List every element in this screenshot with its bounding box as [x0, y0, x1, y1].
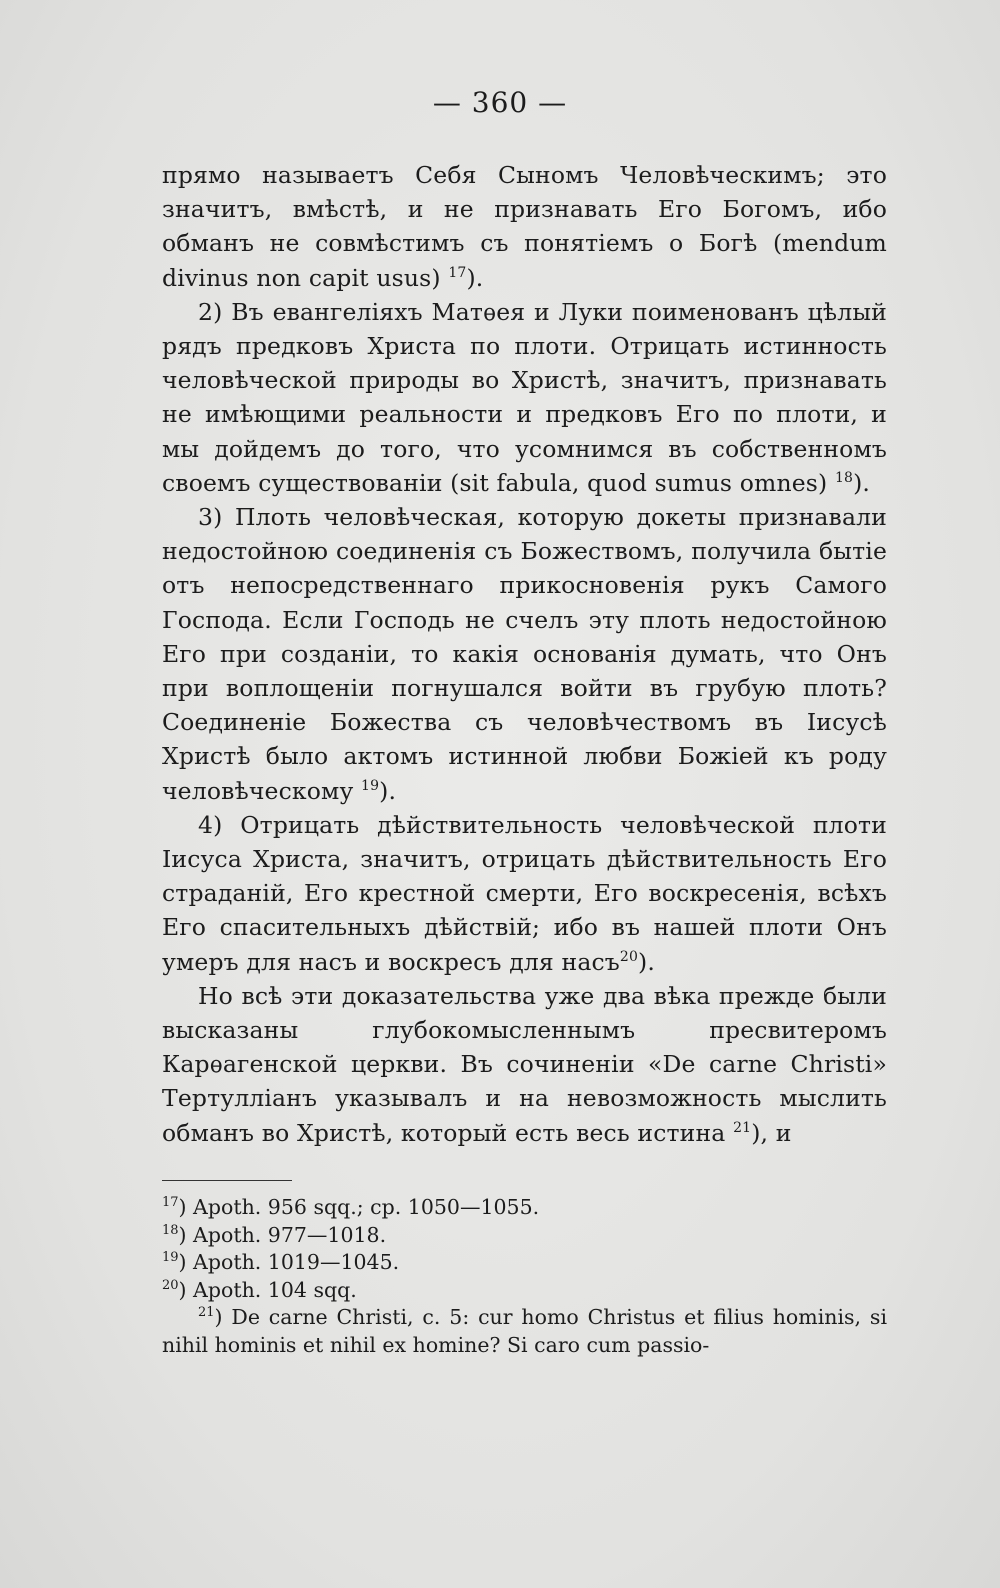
- paragraph: [162, 158, 887, 295]
- footnote-number: 19: [162, 1250, 179, 1266]
- footnote: [162, 1194, 887, 1222]
- paragraph: [162, 500, 887, 808]
- paragraph: [162, 808, 887, 979]
- footnote-text: ) Apoth. 104 sqq.: [178, 1277, 357, 1302]
- paragraph-tail: ).: [466, 263, 484, 292]
- footnote-number: 20: [162, 1277, 179, 1293]
- main-text: [162, 158, 887, 1150]
- footnote: [162, 1277, 887, 1305]
- footnote-number: 21: [198, 1305, 215, 1321]
- paragraph-text: Но всѣ эти доказательства уже два вѣка прежде были высказаны глубокомысленнымъ пресвитеромъ Карѳагенской церкви. Въ сочиненіи «De carne Christi» Тертулліанъ указывалъ и на невозможность мыслить обманъ во Христѣ, который есть весь истина: [162, 981, 887, 1147]
- paragraph-tail: ), и: [751, 1118, 792, 1147]
- footnote-number: 17: [162, 1195, 179, 1211]
- paragraph-text: 3) Плоть человѣческая, которую докеты признавали недостойною соединенія съ Божествомъ, получила бытіе отъ непосредственнаго прикосновенія рукъ Самого Господа. Если Господь не счелъ эту плоть недостойною Его при созданіи, то какія основанія думать, что Онъ при воплощеніи погнушался войти въ грубую плоть? Соединеніе Божества съ человѣчествомъ въ Іисусѣ Христѣ было актомъ истинной любви Божіей къ роду человѣческому: [162, 503, 887, 805]
- page-number: — 360 —: [432, 86, 568, 119]
- footnote-text: ) Apoth. 977—1018.: [178, 1222, 387, 1247]
- footnote-number: 18: [162, 1222, 179, 1238]
- footnote-ref: 17: [448, 264, 467, 281]
- footnote: [162, 1222, 887, 1250]
- paragraph-text: прямо называетъ Себя Сыномъ Человѣческимъ; это значитъ, вмѣстѣ, и не признавать Его Богомъ, ибо обманъ не совмѣстимъ съ понятіемъ о Богѣ (mendum divinus non capit usus): [162, 161, 887, 292]
- footnote-divider: [162, 1180, 292, 1181]
- paragraph-text: 2) Въ евангеліяхъ Матѳея и Луки поименованъ цѣлый рядъ предковъ Христа по плоти. Отрицать истинность человѣческой природы во Христѣ, значитъ, признавать не имѣющими реальности и предковъ Его по плоти, и мы дойдемъ до того, что усомнимся въ собственномъ своемъ существованіи (sit fabula, quod sumus omnes): [162, 297, 887, 497]
- footnote: [162, 1304, 887, 1359]
- footnote-ref: 19: [361, 777, 380, 794]
- paragraph-tail: ).: [853, 468, 871, 497]
- footnote-text: ) De carne Christi, c. 5: cur homo Christus et filius hominis, si nihil hominis et nihil ex homine? Si caro cum passio-: [162, 1305, 887, 1357]
- paragraph: [162, 979, 887, 1150]
- paragraph-tail: ).: [379, 776, 397, 805]
- footnote-ref: 21: [733, 1119, 752, 1136]
- footnote: [162, 1249, 887, 1277]
- footnote-text: ) Apoth. 956 sqq.; ср. 1050—1055.: [178, 1195, 540, 1219]
- paragraph-text: 4) Отрицать дѣйствительность человѣческой плоти Іисуса Христа, значитъ, отрицать дѣйствительность Его страданій, Его крестной смерти, Его воскресенія, всѣхъ Его спасительныхъ дѣйствій; ибо въ нашей плоти Онъ умеръ для насъ и воскресъ для насъ: [162, 810, 887, 976]
- footnote-ref: 20: [619, 948, 639, 965]
- footnote-text: ) Apoth. 1019—1045.: [178, 1250, 400, 1274]
- footnote-ref: 18: [834, 470, 854, 486]
- paragraph: [162, 295, 887, 500]
- paragraph-tail: ).: [638, 947, 655, 976]
- footnotes: [162, 1194, 887, 1359]
